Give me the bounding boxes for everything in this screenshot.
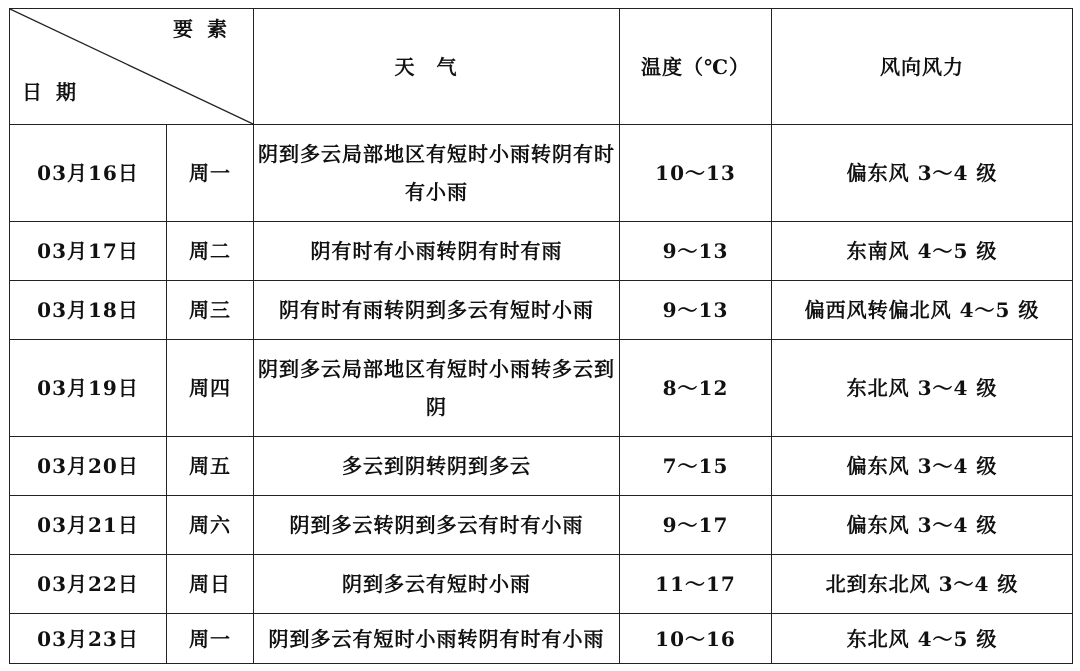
wind-cell: 偏东风 3～4 级 — [772, 496, 1073, 555]
date-cell: 03月22日 — [10, 555, 167, 614]
wind-cell: 东北风 4～5 级 — [772, 614, 1073, 664]
weekday-cell: 周日 — [167, 555, 254, 614]
table-row — [10, 222, 1073, 281]
header-wind: 风向风力 — [772, 9, 1073, 125]
wind-cell: 东南风 4～5 级 — [772, 222, 1073, 281]
wind-cell: 偏东风 3～4 级 — [772, 437, 1073, 496]
weekday-cell: 周一 — [167, 125, 254, 222]
temperature-cell: 8～12 — [620, 340, 772, 437]
header-temperature: 温度（℃） — [620, 9, 772, 125]
weekday-cell: 周二 — [167, 222, 254, 281]
table-row — [10, 125, 1073, 222]
temperature-cell: 7～15 — [620, 437, 772, 496]
table-row — [10, 555, 1073, 614]
weather-cell: 阴有时有雨转阴到多云有短时小雨 — [254, 281, 620, 340]
date-cell: 03月20日 — [10, 437, 167, 496]
weather-cell: 阴到多云局部地区有短时小雨转多云到阴 — [254, 340, 620, 437]
weekday-cell: 周六 — [167, 496, 254, 555]
weekday-cell: 周三 — [167, 281, 254, 340]
weather-cell: 阴到多云局部地区有短时小雨转阴有时有小雨 — [254, 125, 620, 222]
table-row — [10, 496, 1073, 555]
weather-cell: 多云到阴转阴到多云 — [254, 437, 620, 496]
table-row — [10, 340, 1073, 437]
weather-cell: 阴有时有小雨转阴有时有雨 — [254, 222, 620, 281]
wind-cell: 东北风 3～4 级 — [772, 340, 1073, 437]
table-row — [10, 437, 1073, 496]
temperature-cell: 10～16 — [620, 614, 772, 664]
weather-cell: 阴到多云有短时小雨 — [254, 555, 620, 614]
weekday-cell: 周五 — [167, 437, 254, 496]
date-cell: 03月18日 — [10, 281, 167, 340]
table-row — [10, 281, 1073, 340]
header-weather: 天气 — [254, 9, 620, 125]
wind-cell: 北到东北风 3～4 级 — [772, 555, 1073, 614]
date-cell: 03月23日 — [10, 614, 167, 664]
wind-cell: 偏西风转偏北风 4～5 级 — [772, 281, 1073, 340]
temperature-cell: 10～13 — [620, 125, 772, 222]
date-cell: 03月19日 — [10, 340, 167, 437]
wind-cell: 偏东风 3～4 级 — [772, 125, 1073, 222]
corner-header-cell — [10, 9, 254, 125]
corner-label-elements: 要素 — [173, 17, 241, 41]
weekday-cell: 周四 — [167, 340, 254, 437]
weather-cell: 阴到多云转阴到多云有时有小雨 — [254, 496, 620, 555]
table-row — [10, 614, 1073, 664]
temperature-cell: 9～13 — [620, 222, 772, 281]
date-cell: 03月21日 — [10, 496, 167, 555]
date-cell: 03月16日 — [10, 125, 167, 222]
temperature-cell: 9～13 — [620, 281, 772, 340]
temperature-cell: 11～17 — [620, 555, 772, 614]
header-row — [10, 9, 1073, 125]
weather-forecast-table — [9, 8, 1073, 664]
date-cell: 03月17日 — [10, 222, 167, 281]
weekday-cell: 周一 — [167, 614, 254, 664]
corner-label-date: 日期 — [22, 80, 90, 104]
temperature-cell: 9～17 — [620, 496, 772, 555]
weather-cell: 阴到多云有短时小雨转阴有时有小雨 — [254, 614, 620, 664]
